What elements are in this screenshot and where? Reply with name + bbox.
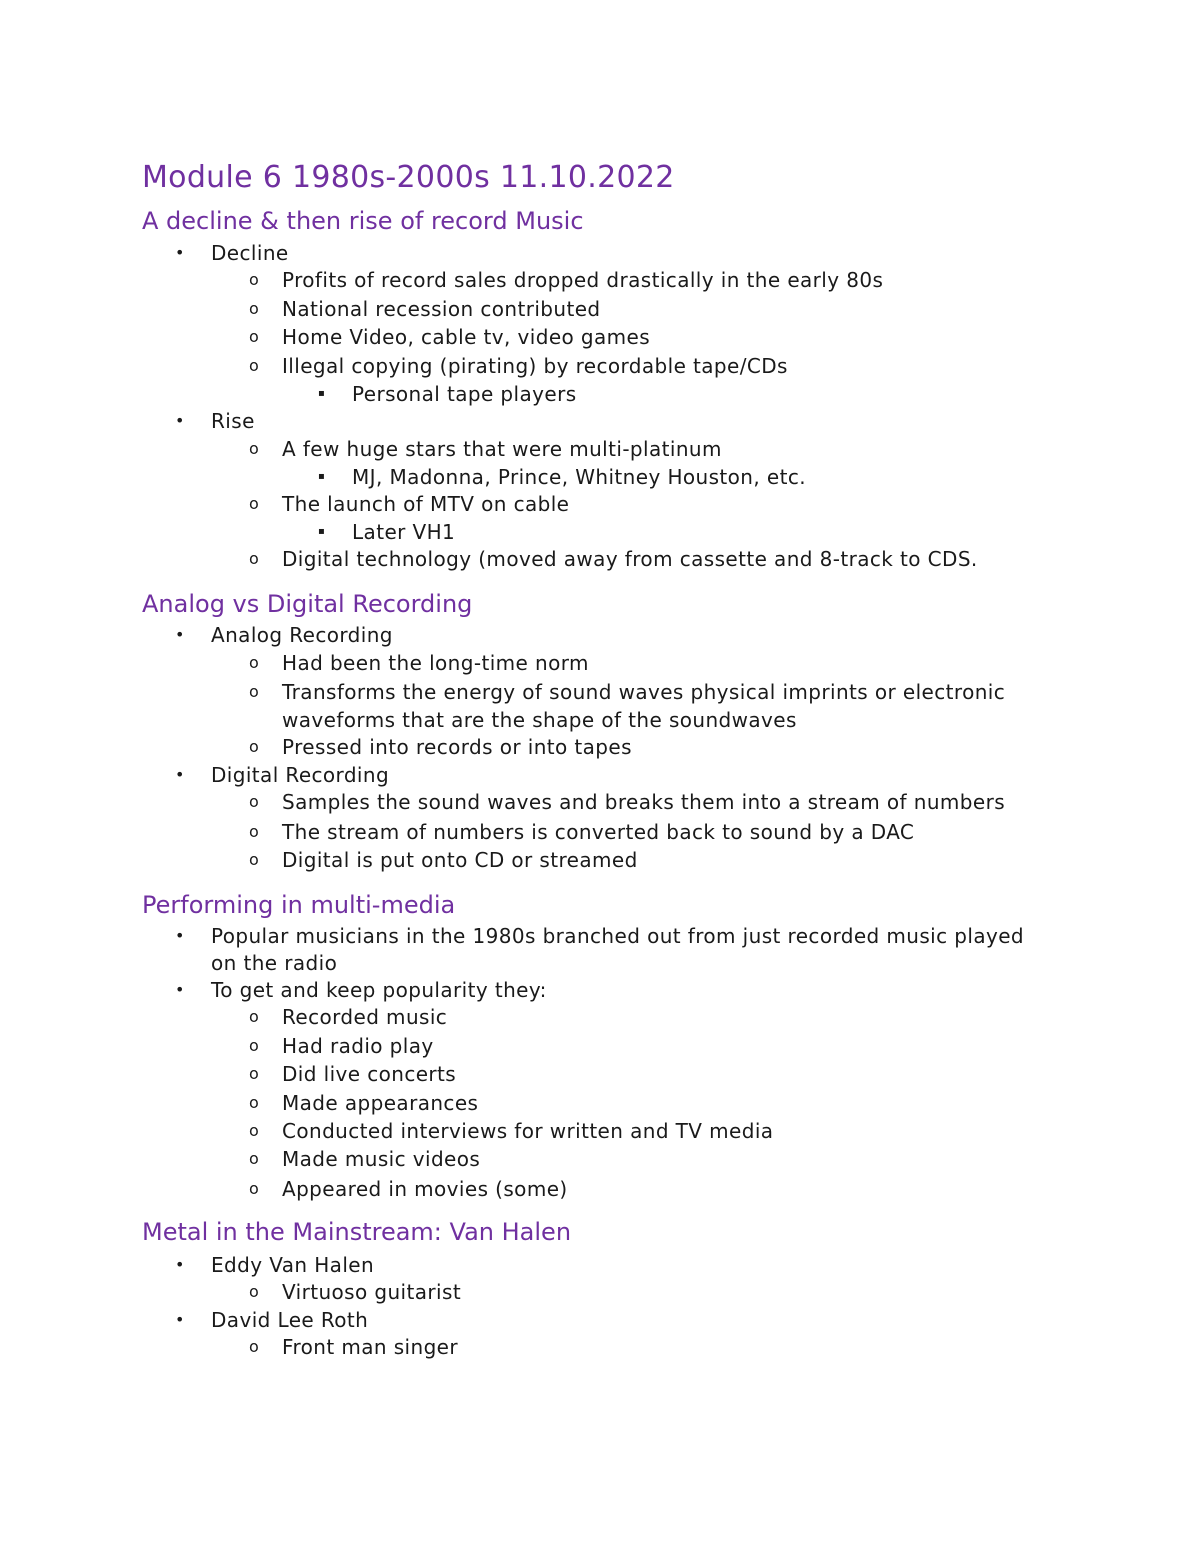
sub-bullet-icon: o [249, 549, 259, 568]
sub-bullet-icon: o [249, 850, 259, 869]
list-item: The stream of numbers is converted back to sound by a DAC [282, 820, 915, 844]
list-item: To get and keep popularity they: [211, 978, 547, 1002]
list-item: Made appearances [282, 1091, 479, 1115]
list-item: Made music videos [282, 1147, 481, 1171]
page-title: Module 6 1980s-2000s 11.10.2022 [142, 160, 675, 195]
list-item: Digital technology (moved away from cassette and 8-track to CDS. [282, 547, 978, 571]
list-item: Home Video, cable tv, video games [282, 325, 651, 349]
list-item: Did live concerts [282, 1062, 457, 1086]
list-item: Had radio play [282, 1034, 434, 1058]
section-heading: A decline & then rise of record Music [142, 207, 584, 235]
list-item: MJ, Madonna, Prince, Whitney Houston, etc. [352, 465, 806, 489]
sub-bullet-icon: o [249, 1036, 259, 1055]
sub-bullet-icon: o [249, 682, 259, 701]
sub-bullet-icon: o [249, 327, 259, 346]
bullet-icon: • [175, 411, 185, 430]
list-item: Later VH1 [352, 520, 456, 544]
list-item: David Lee Roth [211, 1308, 369, 1332]
list-item: Conducted interviews for written and TV media [282, 1119, 774, 1143]
list-item: Pressed into records or into tapes [282, 735, 632, 759]
list-item: Rise [211, 409, 255, 433]
list-item-continuation: waveforms that are the shape of the soundwaves [282, 708, 797, 732]
sub-bullet-icon: o [249, 494, 259, 513]
sub-bullet-icon: o [249, 792, 259, 811]
list-item: Personal tape players [352, 382, 577, 406]
sub-bullet-icon: o [249, 737, 259, 756]
bullet-icon: • [175, 765, 185, 784]
list-item: A few huge stars that were multi-platinum [282, 437, 722, 461]
sub-bullet-icon: o [249, 356, 259, 375]
sub-bullet-icon: o [249, 1337, 259, 1356]
square-bullet-icon: ▪ [318, 388, 325, 399]
list-item: Profits of record sales dropped drastically in the early 80s [282, 268, 884, 292]
list-item: Appeared in movies (some) [282, 1177, 568, 1201]
bullet-icon: • [175, 1255, 185, 1274]
list-item: Recorded music [282, 1005, 448, 1029]
bullet-icon: • [175, 243, 185, 262]
square-bullet-icon: ▪ [318, 471, 325, 482]
list-item: Popular musicians in the 1980s branched out from just recorded music played [211, 924, 1025, 948]
bullet-icon: • [175, 625, 185, 644]
sub-bullet-icon: o [249, 1093, 259, 1112]
list-item: The launch of MTV on cable [282, 492, 570, 516]
sub-bullet-icon: o [249, 1121, 259, 1140]
sub-bullet-icon: o [249, 1007, 259, 1026]
sub-bullet-icon: o [249, 822, 259, 841]
section-heading: Analog vs Digital Recording [142, 590, 473, 618]
list-item: Samples the sound waves and breaks them into a stream of numbers [282, 790, 1006, 814]
list-item: Transforms the energy of sound waves physical imprints or electronic [282, 680, 1006, 704]
square-bullet-icon: ▪ [318, 526, 325, 537]
sub-bullet-icon: o [249, 1064, 259, 1083]
list-item: National recession contributed [282, 297, 601, 321]
bullet-icon: • [175, 1310, 185, 1329]
sub-bullet-icon: o [249, 1282, 259, 1301]
bullet-icon: • [175, 980, 185, 999]
list-item: Virtuoso guitarist [282, 1280, 462, 1304]
sub-bullet-icon: o [249, 299, 259, 318]
list-item: Digital is put onto CD or streamed [282, 848, 638, 872]
list-item: Analog Recording [211, 623, 393, 647]
list-item: Illegal copying (pirating) by recordable tape/CDs [282, 354, 788, 378]
list-item: Front man singer [282, 1335, 458, 1359]
list-item-continuation: on the radio [211, 951, 338, 975]
sub-bullet-icon: o [249, 439, 259, 458]
section-heading: Metal in the Mainstream: Van Halen [142, 1218, 572, 1246]
list-item: Decline [211, 241, 289, 265]
section-heading: Performing in multi-media [142, 891, 456, 919]
list-item: Digital Recording [211, 763, 390, 787]
sub-bullet-icon: o [249, 653, 259, 672]
list-item: Eddy Van Halen [211, 1253, 375, 1277]
sub-bullet-icon: o [249, 1179, 259, 1198]
sub-bullet-icon: o [249, 270, 259, 289]
list-item: Had been the long-time norm [282, 651, 589, 675]
sub-bullet-icon: o [249, 1149, 259, 1168]
bullet-icon: • [175, 926, 185, 945]
